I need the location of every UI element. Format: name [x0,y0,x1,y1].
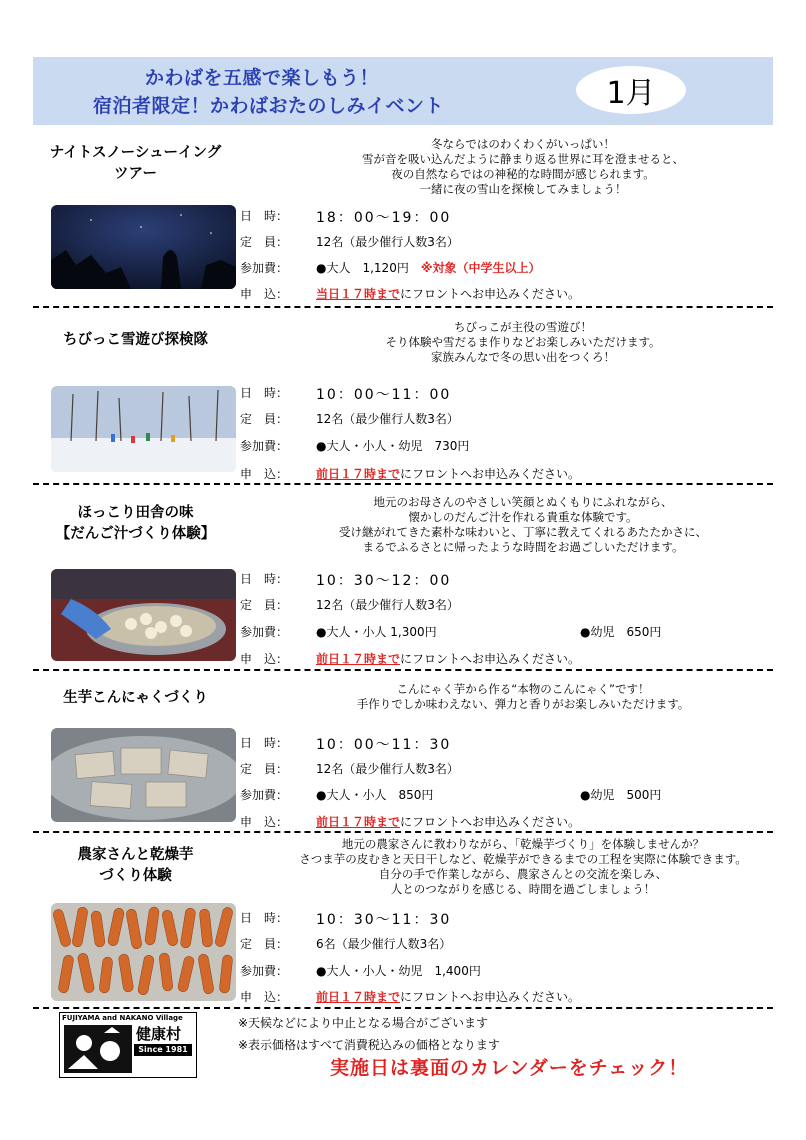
note-weather: ※天候などにより中止となる場合がございます [238,1016,489,1030]
calendar-check-text: 実施日は裏面のカレンダーをチェック！ [330,1057,689,1079]
section-divider [33,483,773,485]
event-description: こんにゃく芋から作る“本物のこんにゃく”です！ 手作りでしか味わえない、弾力と香りがお楽しみいただけます。 [356,682,690,711]
month-badge: 1月 [576,66,686,114]
logo-illustration [64,1025,132,1073]
event-title: 農家さんと乾燥芋 づくり体験 [77,847,194,884]
event-description: ちびっこが主役の雪遊び！ そり体験や雪だるま作りなどお楽しみいただけます。 家族みんなで冬の思い出をつくろ！ [385,320,661,364]
logo-since: Since 1981 [134,1044,192,1056]
event-description: 地元のお母さんのやさしい笑顔とぬくもりにふれながら、 懐かしのだんご汁を作れる貴重な体験です。 受け継がれてきた素朴な味わいと、丁寧に教えてくれるあたたかさに、 まるでふるさとに帰ったような時間をお過ごしいただけます。 [339,495,707,554]
night-sky-photo [51,205,236,289]
event-title: ナイトスノーシューイング ツアー [49,145,222,182]
event-description: 地元の農家さんに教わりながら、「乾燥芋づくり」を体験しませんか？ さつま芋の皮むきと天日干しなど、乾燥芋ができるまでの工程を実際に体験できます。 自分の手で作業しながら、農家さんとの交流を楽しみ、 人とのつながりを感じる、時間を過ごしましょう！ [299,837,747,896]
header-line2: 宿泊者限定！かわばおたのしみイベント [93,95,445,117]
logo-top-text: FUJIYAMA and NAKANO Village [62,1014,183,1022]
section-divider [33,1007,773,1009]
event-title: 生芋こんにゃくづくり [63,690,208,706]
dango-pot-photo [51,569,236,661]
header-line1: かわばを五感で楽しもう！ [145,67,380,89]
dried-potato-photo [51,903,236,1001]
event-title: ほっこり田舎の味 【だんご汁づくり体験】 [55,505,216,542]
kenkomura-logo [59,1012,197,1078]
event-description: 冬ならではのわくわくがいっぱい！ 雪が音を吸い込んだように静まり返る世界に耳を澄ませると、 夜の自然ならではの神秘的な時間が感じられます。 一緒に夜の雪山を探検してみましょう！ [362,137,684,196]
konnyaku-photo [51,728,236,822]
logo-name: 健康村 [136,1025,182,1043]
section-divider [33,306,773,308]
section-divider [33,669,773,671]
event-title: ちびっこ雪遊び探検隊 [63,332,208,348]
fee-note: ※対象（中学生以上） [420,261,541,275]
note-tax: ※表示価格はすべて消費税込みの価格となります [238,1038,500,1052]
snow-play-photo [51,386,236,472]
section-divider [33,831,773,833]
